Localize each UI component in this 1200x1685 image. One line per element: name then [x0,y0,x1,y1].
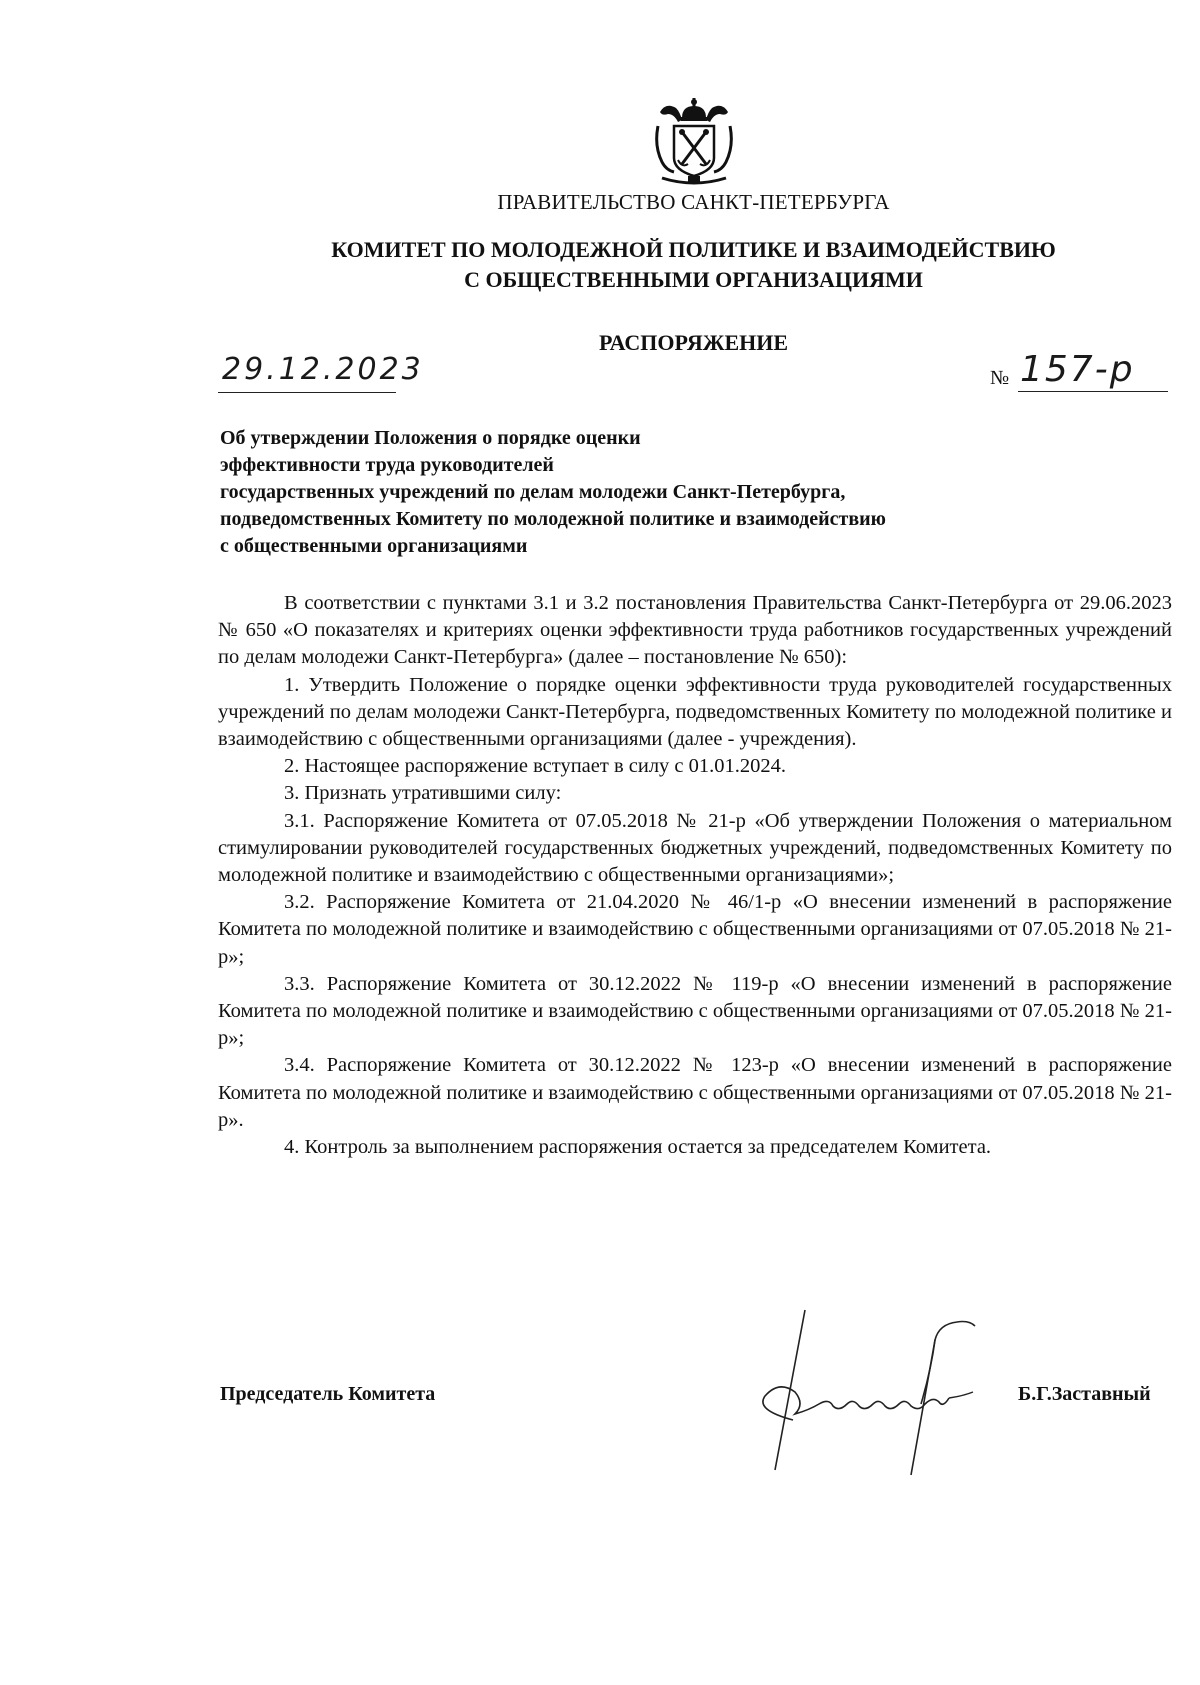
number-underline [1018,391,1168,392]
preamble-paragraph: В соответствии с пунктами 3.1 и 3.2 постановления Правительства Санкт-Петербурга от 29.06.2023 № 650 «О показателях и критериях оценки эффективности труда работников государственных учреждений по делам молодежи Санкт-Петербурга» (далее – постановление № 650): [218,592,1172,669]
item-2-paragraph: 2. Настоящее распоряжение вступает в силу с 01.01.2024. [284,755,787,778]
document-number [990,349,1170,395]
item-3-3-paragraph: 3.3. Распоряжение Комитета от 30.12.2022 № 119-р «О внесении изменений в распоряжение Комитета по молодежной политике и взаимодействию с общественными организациями от 07.05.2018 № 21-р»; [218,972,1172,1050]
committee-title-line1: КОМИТЕТ ПО МОЛОДЕЖНОЙ ПОЛИТИКЕ И ВЗАИМОДЕЙСТВИЮ [331,237,1056,262]
subject-line: Об утверждении Положения о порядке оценки [220,427,641,449]
item-3-1-paragraph: 3.1. Распоряжение Комитета от 07.05.2018 № 21-р «Об утверждении Положения о материальном стимулировании руководителей государственных бюджетных учреждений, подведомственных Комитету по молодежной политике и взаимодействию с общественными организациями»; [218,809,1172,887]
item-3-2-paragraph: 3.2. Распоряжение Комитета от 21.04.2020 № 46/1-р «О внесении изменений в распоряжение Комитета по молодежной политике и взаимодействию с общественными организациями от 07.05.2018 № 21-р»; [218,891,1172,968]
signer-position: Председатель Комитета [220,1383,436,1405]
document-subject [220,425,1120,560]
spb-coat-of-arms-icon [652,96,736,188]
item-3-paragraph: 3. Признать утратившими силу: [284,782,562,805]
committee-title [0,235,1200,295]
document-body [218,590,1172,1161]
committee-title-line2: С ОБЩЕСТВЕННЫМИ ОРГАНИЗАЦИЯМИ [464,267,923,292]
item-1-paragraph: 1. Утвердить Положение о порядке оценки эффективности труда руководителей государственных учреждений по делам молодежи Санкт-Петербурга, подведомственных Комитету по молодежной политике и взаимодействию с общественными организациями (далее - учреждения). [218,673,1172,751]
item-4-paragraph: 4. Контроль за выполнением распоряжения остается за председателем Комитета. [284,1136,992,1159]
document-date: 29.12.2023 [222,352,424,387]
signer-name: Б.Г.Заставный [1018,1383,1151,1405]
number-value: 157-р [1020,349,1135,390]
subject-line: государственных учреждений по делам молодежи Санкт-Петербурга, [220,481,846,503]
number-sign: № [990,367,1010,389]
document-type: РАСПОРЯЖЕНИЕ [598,330,789,355]
subject-line: с общественными организациями [220,535,528,557]
subject-line: эффективности труда руководителей [220,454,554,476]
subject-line: подведомственных Комитету по молодежной политике и взаимодействию [220,508,886,530]
item-3-4-paragraph: 3.4. Распоряжение Комитета от 30.12.2022 № 123-р «О внесении изменений в распоряжение Комитета по молодежной политике и взаимодействию с общественными организациями от 07.05.2018 № 21-р». [218,1054,1172,1131]
handwritten-signature-icon [735,1300,1015,1480]
date-underline [218,392,396,393]
government-title: ПРАВИТЕЛЬСТВО САНКТ-ПЕТЕРБУРГА [497,190,890,214]
